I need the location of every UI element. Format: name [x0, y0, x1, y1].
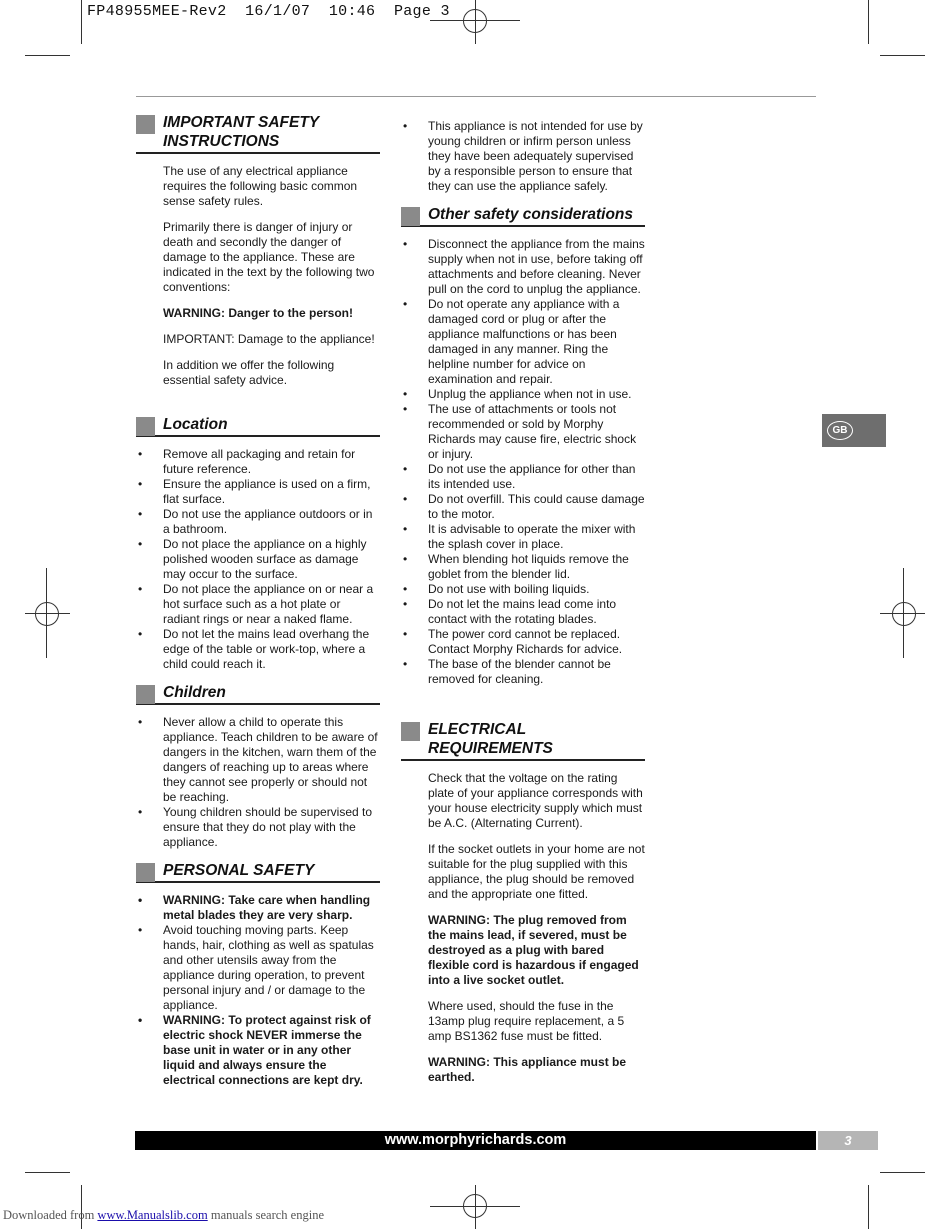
heading-square [136, 417, 155, 436]
footer-url: www.morphyrichards.com [135, 1131, 816, 1150]
crop-mark [880, 55, 925, 56]
heading-title: PERSONAL SAFETY [163, 862, 315, 879]
heading-square [136, 685, 155, 704]
print-header: FP48955MEE-Rev2 16/1/07 10:46 Page 3 [87, 3, 450, 20]
list-item: • Do not operate any appliance with a damaged cord or plug or after the appliance malfunctions or has been damaged in any manner. Ring the helpline number for advice on examination and repair. [401, 297, 645, 387]
paragraph: The use of any electrical appliance requires the following basic common sense safety rules. [163, 164, 358, 208]
heading-title: IMPORTANT SAFETY INSTRUCTIONS [163, 114, 319, 150]
heading-title: Location [163, 416, 228, 433]
left-column [136, 113, 380, 1099]
paragraph: If the socket outlets in your home are not suitable for the plug supplied with this appliance, the plug should be removed and the appropriate one fitted. [428, 842, 645, 901]
list-item: • Ensure the appliance is used on a firm, flat surface. [136, 477, 380, 507]
download-suffix: manuals search engine [207, 1208, 324, 1222]
list-item: • Do not let the mains lead come into contact with the rotating blades. [401, 597, 645, 627]
personal-safety-list [136, 893, 380, 1088]
page-number: 3 [818, 1131, 878, 1150]
list-item: • Do not use with boiling liquids. [401, 582, 645, 597]
list-item: • Do not use the appliance for other than its intended use. [401, 462, 645, 492]
gb-badge: GB [827, 421, 853, 440]
crop-mark [880, 1172, 925, 1173]
list-item: • The use of attachments or tools not recommended or sold by Morphy Richards may cause fire, electric shock or injury. [401, 402, 645, 462]
registration-circle [892, 602, 916, 626]
registration-circle [35, 602, 59, 626]
heading-title-line: REQUIREMENTS [428, 740, 553, 757]
list-item: • This appliance is not intended for use by young children or infirm person unless they have been adequately supervised by a responsible person to ensure that they can use the appliance safely. [401, 119, 645, 194]
location-list [136, 447, 380, 672]
heading-title-line: ELECTRICAL [428, 721, 527, 738]
important-text: IMPORTANT: Damage to the appliance! [163, 332, 375, 346]
list-item: • The base of the blender cannot be removed for cleaning. [401, 657, 645, 687]
warning-text: WARNING: Danger to the person! [163, 306, 354, 320]
paragraph: Check that the voltage on the rating plate of your appliance corresponds with your house electricity supply which must be A.C. (Alternating Current). [428, 771, 643, 830]
electrical-heading [401, 720, 645, 761]
heading-title: Children [163, 684, 226, 701]
download-prefix: Downloaded from [3, 1208, 98, 1222]
list-item: • Disconnect the appliance from the mains supply when not in use, before taking off attachments and before cleaning. Never pull on the cord to unplug the appliance. [401, 237, 645, 297]
important-safety-heading [136, 113, 380, 154]
list-item: • When blending hot liquids remove the goblet from the blender lid. [401, 552, 645, 582]
registration-circle [463, 1194, 487, 1218]
list-item: • Do not place the appliance on or near a hot surface such as a hot plate or radiant rings or near a naked flame. [136, 582, 380, 627]
language-tab [822, 414, 886, 447]
list-item: • Do not overfill. This could cause damage to the motor. [401, 492, 645, 522]
crop-mark [25, 55, 70, 56]
paragraph: Primarily there is danger of injury or death and secondly the danger of damage to the appliance. These are indicated in the text by the following two conventions: [163, 220, 375, 294]
paragraph: In addition we offer the following essential safety advice. [163, 358, 335, 387]
other-safety-list [401, 237, 645, 687]
list-item: • WARNING: To protect against risk of electric shock NEVER immerse the base unit in water or in any other liquid and always ensure the electrical connections are kept dry. [136, 1013, 380, 1088]
heading-square [136, 115, 155, 134]
list-item: • Never allow a child to operate this appliance. Teach children to be aware of dangers in the kitchen, warn them of the dangers of reaching up to areas where they cannot see properly or should not be reaching. [136, 715, 380, 805]
list-item: • It is advisable to operate the mixer with the splash cover in place. [401, 522, 645, 552]
heading-square [401, 207, 420, 226]
crop-mark [25, 1172, 70, 1173]
heading-square [136, 863, 155, 882]
crop-mark [868, 1185, 869, 1229]
list-item: • Unplug the appliance when not in use. [401, 387, 645, 402]
list-item: • Do not use the appliance outdoors or in a bathroom. [136, 507, 380, 537]
heading-square [401, 722, 420, 741]
warning-text: WARNING: This appliance must be earthed. [428, 1055, 627, 1084]
list-item: • Young children should be supervised to ensure that they do not play with the appliance. [136, 805, 380, 850]
intro-list [401, 119, 645, 194]
manualslib-link[interactable]: www.Manualslib.com [97, 1208, 208, 1222]
list-item: • Do not let the mains lead overhang the edge of the table or work-top, where a child could reach it. [136, 627, 380, 672]
right-column [401, 119, 645, 1096]
list-item: • Remove all packaging and retain for future reference. [136, 447, 380, 477]
top-rule [136, 96, 816, 97]
warning-text: WARNING: The plug removed from the mains lead, if severed, must be destroyed as a plug with bared flexible cord is hazardous if engaged into a live socket outlet. [428, 913, 639, 987]
list-item: • Do not place the appliance on a highly polished wooden surface as damage may occur to the surface. [136, 537, 380, 582]
children-list [136, 715, 380, 850]
children-heading [136, 683, 380, 705]
location-heading [136, 415, 380, 437]
list-item: • Avoid touching moving parts. Keep hands, hair, clothing as well as spatulas and other utensils away from the appliance during operation, to prevent personal injury and / or damage to the appliance. [136, 923, 380, 1013]
other-safety-heading [401, 205, 645, 227]
list-item: • WARNING: Take care when handling metal blades they are very sharp. [136, 893, 380, 923]
download-notice [3, 1208, 324, 1223]
personal-safety-heading [136, 861, 380, 883]
list-item: • The power cord cannot be replaced. Contact Morphy Richards for advice. [401, 627, 645, 657]
heading-title: Other safety considerations [428, 206, 634, 223]
paragraph: Where used, should the fuse in the 13amp plug require replacement, a 5 amp BS1362 fuse must be fitted. [428, 999, 625, 1043]
crop-mark [868, 0, 869, 44]
registration-circle [463, 9, 487, 33]
crop-mark [81, 0, 82, 44]
